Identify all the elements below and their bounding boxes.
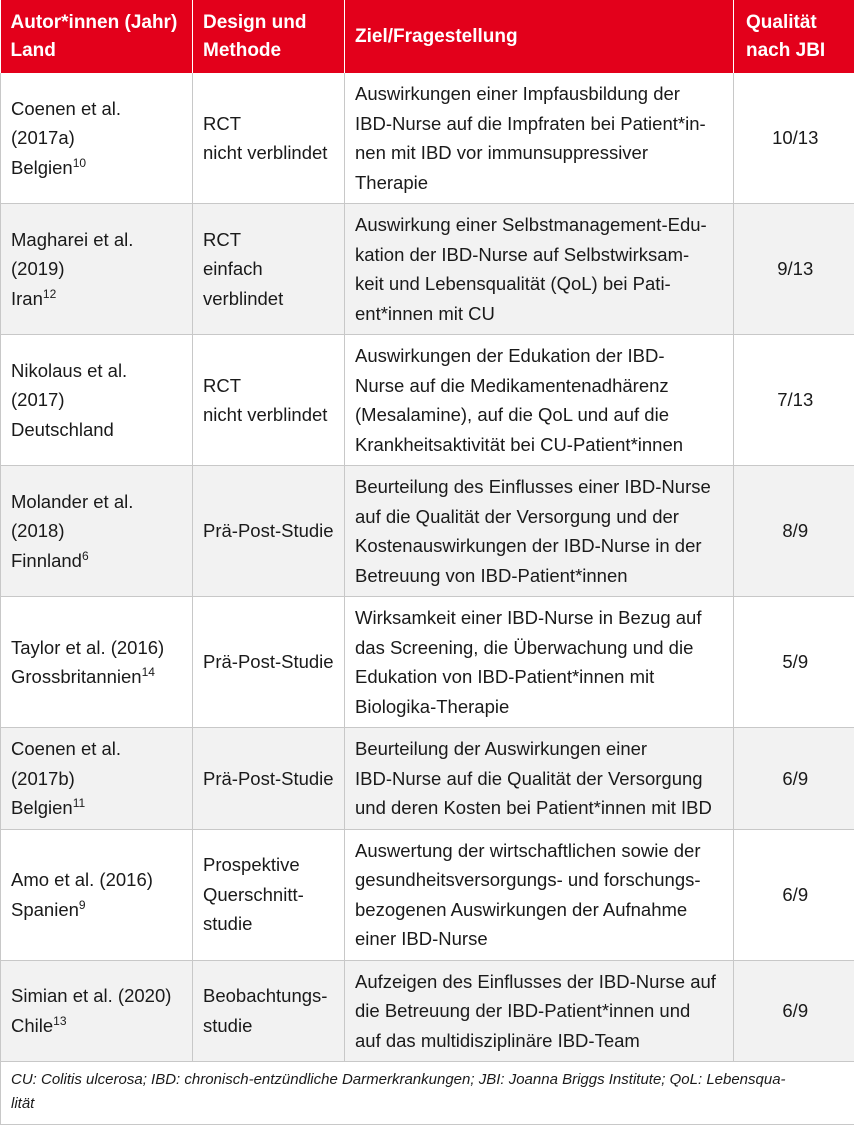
cell-author (1, 73, 193, 204)
header-aim (345, 0, 734, 73)
reference-number: 12 (43, 287, 56, 301)
cell-author (1, 829, 193, 960)
aim-line: Auswirkungen der Edukation der IBD- (355, 341, 725, 371)
cell-quality: 10/13 (734, 73, 854, 204)
author-line: Simian et al. (2020) (11, 981, 184, 1011)
cell-author (1, 466, 193, 597)
aim-line: das Screening, die Überwachung und die (355, 633, 725, 663)
aim-line: und deren Kosten bei Patient*innen mit IBD (355, 793, 725, 823)
aim-line: Auswirkung einer Selbstmanagement-Edu- (355, 210, 725, 240)
reference-number: 14 (142, 665, 155, 679)
design-line: Prospektive (203, 850, 336, 880)
design-line: Prä-Post-Studie (203, 647, 336, 677)
aim-line: Betreuung von IBD-Patient*innen (355, 561, 725, 591)
design-line: einfach (203, 254, 336, 284)
author-line: Belgien (11, 157, 73, 178)
aim-line: Therapie (355, 168, 725, 198)
author-line: Grossbritannien (11, 666, 142, 687)
cell-design (193, 597, 345, 728)
cell-design (193, 204, 345, 335)
cell-quality: 6/9 (734, 728, 854, 830)
cell-design (193, 960, 345, 1062)
aim-line: Auswirkungen einer Impfausbildung der (355, 79, 725, 109)
aim-line: Nurse auf die Medikamentenadhärenz (355, 371, 725, 401)
author-line: (2017) (11, 385, 184, 415)
design-line: RCT (203, 225, 336, 255)
aim-line: (Mesalamine), auf die QoL und auf die (355, 400, 725, 430)
header-author-line: Land (11, 37, 185, 65)
author-line-wrap (11, 1011, 184, 1041)
aim-line: Biologika-Therapie (355, 692, 725, 722)
author-line: (2017a) (11, 123, 184, 153)
design-line: nicht verblindet (203, 138, 336, 168)
author-line: Taylor et al. (2016) (11, 633, 184, 663)
author-line: Coenen et al. (11, 94, 184, 124)
aim-line: IBD-Nurse auf die Impfraten bei Patient*in- (355, 109, 725, 139)
cell-aim (345, 466, 734, 597)
aim-line: Edukation von IBD-Patient*innen mit (355, 662, 725, 692)
table-row (1, 335, 854, 466)
cell-design (193, 728, 345, 830)
cell-aim (345, 597, 734, 728)
cell-author (1, 728, 193, 830)
cell-quality: 5/9 (734, 597, 854, 728)
aim-line: Kostenauswirkungen der IBD-Nurse in der (355, 531, 725, 561)
aim-line: einer IBD-Nurse (355, 924, 725, 954)
author-line: Belgien (11, 797, 73, 818)
author-line: Finnland (11, 550, 82, 571)
cell-author (1, 204, 193, 335)
design-line: Querschnitt- (203, 880, 336, 910)
aim-line: auf die Qualität der Versorgung und der (355, 502, 725, 532)
cell-quality: 6/9 (734, 960, 854, 1062)
design-line: Beobachtungs- (203, 981, 336, 1011)
author-line: Magharei et al. (11, 225, 184, 255)
author-line: Iran (11, 288, 43, 309)
design-line: Prä-Post-Studie (203, 516, 336, 546)
footnote-line: CU: Colitis ulcerosa; IBD: chronisch-entzündliche Darmerkrankungen; JBI: Joanna Briggs Institute; QoL: Lebensqua- (11, 1068, 845, 1092)
cell-design (193, 335, 345, 466)
author-line: Spanien (11, 899, 79, 920)
design-line: Prä-Post-Studie (203, 764, 336, 794)
aim-line: bezogenen Auswirkungen der Aufnahme (355, 895, 725, 925)
reference-number: 6 (82, 549, 89, 563)
author-line-wrap (11, 793, 184, 823)
table-header (1, 0, 854, 73)
aim-line: Beurteilung des Einflusses einer IBD-Nurse (355, 472, 725, 502)
aim-line: nen mit IBD vor immunsuppressiver (355, 138, 725, 168)
author-line-wrap (11, 662, 184, 692)
cell-aim (345, 204, 734, 335)
cell-design (193, 829, 345, 960)
header-design-line: Design und (203, 9, 336, 37)
reference-number: 9 (79, 897, 86, 911)
cell-aim (345, 829, 734, 960)
aim-line: ent*innen mit CU (355, 299, 725, 329)
author-line: (2019) (11, 254, 184, 284)
header-aim-line: Ziel/Fragestellung (355, 23, 725, 51)
table-row (1, 73, 854, 204)
author-line: Deutschland (11, 415, 184, 445)
aim-line: Auswertung der wirtschaftlichen sowie der (355, 836, 725, 866)
cell-aim (345, 728, 734, 830)
cell-author (1, 960, 193, 1062)
table-row (1, 728, 854, 830)
aim-line: Beurteilung der Auswirkungen einer (355, 734, 725, 764)
design-line: RCT (203, 109, 336, 139)
cell-author (1, 597, 193, 728)
author-line-wrap (11, 284, 184, 314)
aim-line: Wirksamkeit einer IBD-Nurse in Bezug auf (355, 603, 725, 633)
header-row (1, 0, 854, 73)
cell-aim (345, 335, 734, 466)
reference-number: 10 (73, 156, 86, 170)
footnote (1, 1062, 854, 1125)
footnote-line: lität (11, 1092, 845, 1116)
cell-quality: 6/9 (734, 829, 854, 960)
cell-quality: 7/13 (734, 335, 854, 466)
cell-aim (345, 960, 734, 1062)
design-line: verblindet (203, 284, 336, 314)
reference-number: 13 (53, 1014, 66, 1028)
aim-line: Krankheitsaktivität bei CU-Patient*innen (355, 430, 725, 460)
table-row (1, 960, 854, 1062)
cell-design (193, 466, 345, 597)
aim-line: IBD-Nurse auf die Qualität der Versorgung (355, 764, 725, 794)
header-author-line: Autor*innen (Jahr) (11, 9, 185, 37)
author-line: Nikolaus et al. (11, 356, 184, 386)
author-line-wrap (11, 546, 184, 576)
cell-aim (345, 73, 734, 204)
author-line-wrap (11, 895, 184, 925)
cell-design (193, 73, 345, 204)
header-author (1, 0, 193, 73)
aim-line: die Betreuung der IBD-Patient*innen und (355, 996, 725, 1026)
header-quality-line: nach JBI (746, 37, 847, 65)
aim-line: kation der IBD-Nurse auf Selbstwirksam- (355, 240, 725, 270)
footnote-row (1, 1062, 854, 1125)
cell-quality: 8/9 (734, 466, 854, 597)
aim-line: auf das multidisziplinäre IBD-Team (355, 1026, 725, 1056)
author-line: (2017b) (11, 764, 184, 794)
aim-line: Aufzeigen des Einflusses der IBD-Nurse auf (355, 967, 725, 997)
reference-number: 11 (73, 796, 85, 810)
cell-author (1, 335, 193, 466)
design-line: studie (203, 909, 336, 939)
header-quality (734, 0, 854, 73)
author-line: Molander et al. (11, 487, 184, 517)
table-body (1, 73, 854, 1062)
cell-quality: 9/13 (734, 204, 854, 335)
table-row (1, 597, 854, 728)
header-design-line: Methode (203, 37, 336, 65)
author-line: Amo et al. (2016) (11, 865, 184, 895)
author-line: Coenen et al. (11, 734, 184, 764)
design-line: studie (203, 1011, 336, 1041)
design-line: nicht verblindet (203, 400, 336, 430)
aim-line: keit und Lebensqualität (QoL) bei Pati- (355, 269, 725, 299)
table-row (1, 829, 854, 960)
table-footer (1, 1062, 854, 1125)
table-row (1, 204, 854, 335)
table-row (1, 466, 854, 597)
aim-line: gesundheitsversorgungs- und forschungs- (355, 865, 725, 895)
header-design (193, 0, 345, 73)
author-line: Chile (11, 1015, 53, 1036)
design-line: RCT (203, 371, 336, 401)
header-quality-line: Qualität (746, 9, 847, 37)
author-line-wrap (11, 153, 184, 183)
author-line: (2018) (11, 516, 184, 546)
